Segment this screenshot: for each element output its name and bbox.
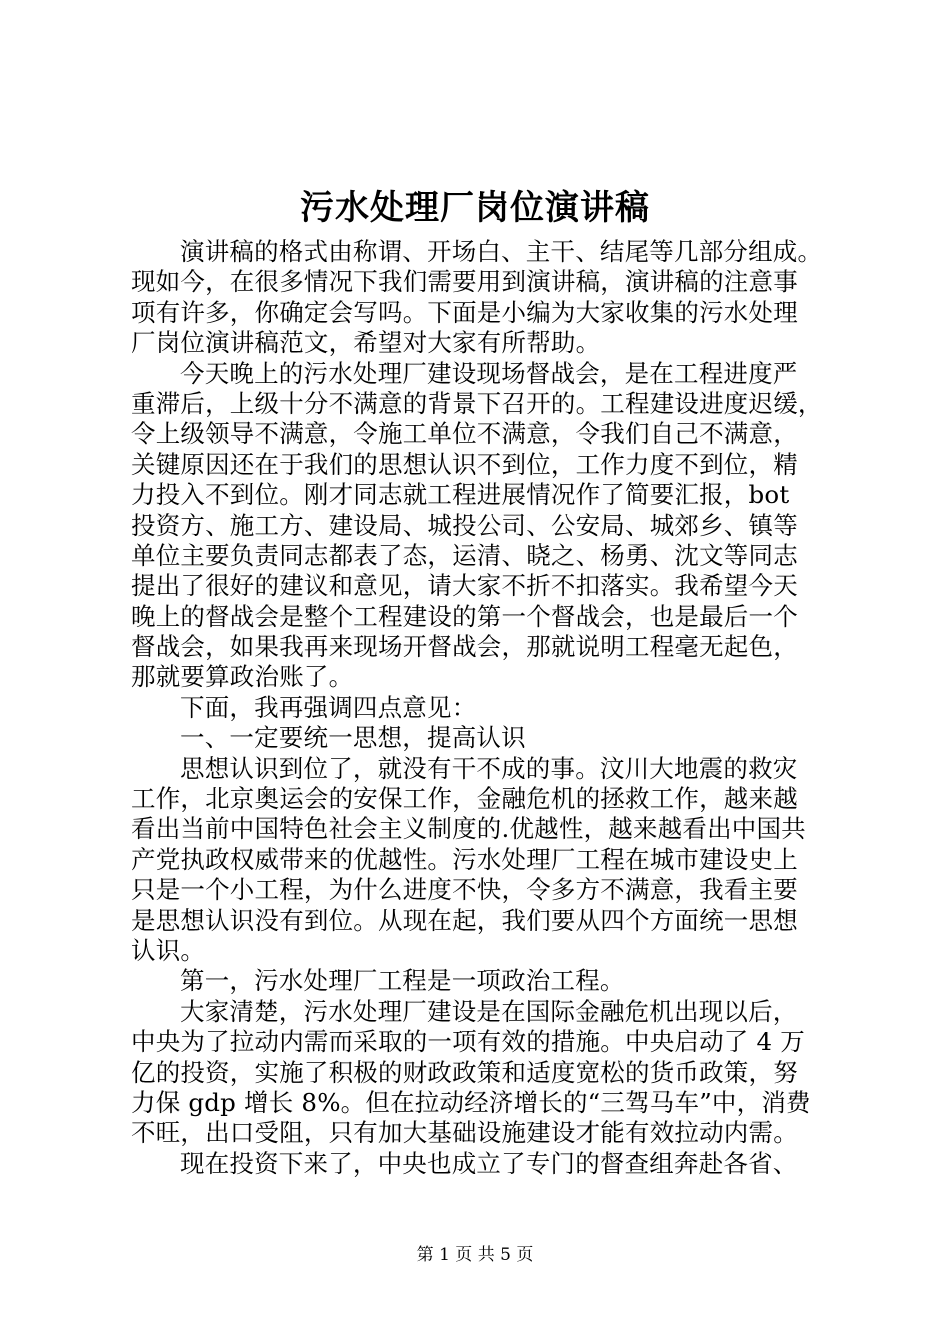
text-line: 项有许多，你确定会写吗。下面是小编为大家收集的污水处理 xyxy=(131,297,798,327)
document-title: 污水处理厂岗位演讲稿 xyxy=(300,188,650,228)
document-body xyxy=(131,237,831,1179)
text-line: 令上级领导不满意，令施工单位不满意，令我们自己不满意， xyxy=(131,419,798,449)
text-line: 关键原因还在于我们的思想认识不到位，工作力度不到位，精 xyxy=(131,449,798,479)
text-line: 现在投资下来了，中央也成立了专门的督查组奔赴各省、 xyxy=(180,1148,798,1178)
text-line: 投资方、施工方、建设局、城投公司、公安局、城郊乡、镇等 xyxy=(131,510,798,540)
text-line: 单位主要负责同志都表了态，运清、晓之、杨勇、沈文等同志 xyxy=(131,540,798,570)
text-line: 今天晚上的污水处理厂建设现场督战会，是在工程进度严 xyxy=(180,358,798,388)
text-line: 工作，北京奥运会的安保工作，金融危机的拯救工作，越来越 xyxy=(131,784,798,814)
text-line: 是思想认识没有到位。从现在起，我们要从四个方面统一思想 xyxy=(131,905,798,935)
text-line: 重滞后，上级十分不满意的背景下召开的。工程建设进度迟缓， xyxy=(131,388,823,418)
text-line: 力投入不到位。刚才同志就工程进展情况作了简要汇报，bot xyxy=(131,480,790,510)
text-line: 认识。 xyxy=(131,935,206,965)
text-line: 力保 gdp 增长 8%。但在拉动经济增长的“三驾马车”中，消费 xyxy=(131,1087,811,1117)
text-line: 督战会，如果我再来现场开督战会，那就说明工程毫无起色， xyxy=(131,632,798,662)
text-line: 思想认识到位了，就没有干不成的事。汶川大地震的救灾 xyxy=(180,753,798,783)
text-line: 那就要算政治账了。 xyxy=(131,662,354,692)
page-footer: 第 1 页 共 5 页 xyxy=(416,1245,534,1265)
text-line: 亿的投资，实施了积极的财政政策和适度宽松的货币政策，努 xyxy=(131,1057,798,1087)
text-line: 只是一个小工程，为什么进度不快，令多方不满意，我看主要 xyxy=(131,875,798,905)
text-line: 中央为了拉动内需而采取的一项有效的措施。中央启动了 4 万 xyxy=(131,1027,805,1057)
text-line: 晚上的督战会是整个工程建设的第一个督战会，也是最后一个 xyxy=(131,601,798,631)
text-line: 不旺，出口受阻，只有加大基础设施建设才能有效拉动内需。 xyxy=(131,1118,798,1148)
text-line: 产党执政权威带来的优越性。污水处理厂工程在城市建设史上 xyxy=(131,844,798,874)
text-line: 提出了很好的建议和意见，请大家不折不扣落实。我希望今天 xyxy=(131,571,798,601)
text-line: 一、一定要统一思想，提高认识 xyxy=(180,723,526,753)
text-line: 看出当前中国特色社会主义制度的.优越性，越来越看出中国共 xyxy=(131,814,806,844)
text-line: 下面，我再强调四点意见： xyxy=(180,692,477,722)
text-line: 厂岗位演讲稿范文，希望对大家有所帮助。 xyxy=(131,328,601,358)
text-line: 现如今，在很多情况下我们需要用到演讲稿，演讲稿的注意事 xyxy=(131,267,798,297)
text-line: 大家清楚，污水处理厂建设是在国际金融危机出现以后， xyxy=(180,996,798,1026)
text-line: 第一，污水处理厂工程是一项政治工程。 xyxy=(180,966,625,996)
text-line: 演讲稿的格式由称谓、开场白、主干、结尾等几部分组成。 xyxy=(180,237,823,266)
